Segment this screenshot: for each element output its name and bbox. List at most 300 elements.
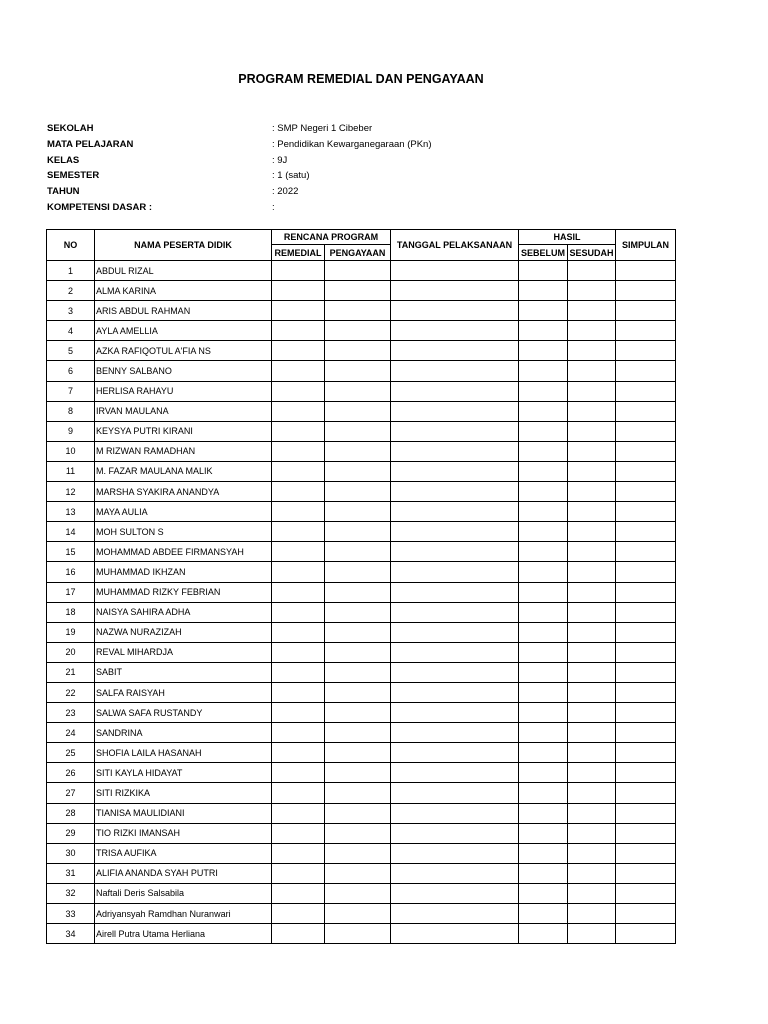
- cell-tanggal-pelaksanaan: [391, 743, 519, 763]
- info-value: : 2022: [272, 186, 299, 198]
- cell-pengayaan: [325, 542, 391, 562]
- table-row: [47, 301, 676, 321]
- table-row: [47, 602, 676, 622]
- header-simpulan: SIMPULAN: [616, 230, 676, 261]
- cell-remedial: [272, 703, 325, 723]
- cell-pengayaan: [325, 642, 391, 662]
- cell-sesudah: [568, 763, 616, 783]
- cell-simpulan: [616, 562, 676, 582]
- cell-sesudah: [568, 361, 616, 381]
- table-row: [47, 763, 676, 783]
- cell-sebelum: [519, 441, 568, 461]
- cell-remedial: [272, 421, 325, 441]
- cell-sebelum: [519, 401, 568, 421]
- cell-remedial: [272, 301, 325, 321]
- cell-remedial: [272, 381, 325, 401]
- cell-simpulan: [616, 743, 676, 763]
- cell-sebelum: [519, 301, 568, 321]
- cell-pengayaan: [325, 261, 391, 281]
- row-number: 19: [47, 622, 95, 642]
- cell-sebelum: [519, 823, 568, 843]
- table-row: [47, 723, 676, 743]
- info-row-kompetensi-dasar: [47, 200, 687, 216]
- cell-simpulan: [616, 843, 676, 863]
- student-name: Adriyansyah Ramdhan Nuranwari: [95, 904, 272, 924]
- table-row: [47, 522, 676, 542]
- cell-pengayaan: [325, 281, 391, 301]
- cell-tanggal-pelaksanaan: [391, 502, 519, 522]
- info-value: : Pendidikan Kewarganegaraan (PKn): [272, 138, 432, 150]
- student-name: ABDUL RIZAL: [95, 261, 272, 281]
- cell-sebelum: [519, 843, 568, 863]
- table-row: [47, 703, 676, 723]
- info-label: MATA PELAJARAN: [47, 138, 134, 150]
- row-number: 27: [47, 783, 95, 803]
- cell-tanggal-pelaksanaan: [391, 723, 519, 743]
- row-number: 5: [47, 341, 95, 361]
- cell-sebelum: [519, 662, 568, 682]
- cell-tanggal-pelaksanaan: [391, 763, 519, 783]
- table-row: [47, 321, 676, 341]
- cell-pengayaan: [325, 904, 391, 924]
- student-name: M. FAZAR MAULANA MALIK: [95, 461, 272, 481]
- student-name: AZKA RAFIQOTUL A'FIA NS: [95, 341, 272, 361]
- row-number: 4: [47, 321, 95, 341]
- cell-pengayaan: [325, 883, 391, 903]
- student-name: SITI KAYLA HIDAYAT: [95, 763, 272, 783]
- cell-pengayaan: [325, 763, 391, 783]
- cell-simpulan: [616, 803, 676, 823]
- student-name: BENNY SALBANO: [95, 361, 272, 381]
- table-row: [47, 502, 676, 522]
- cell-sesudah: [568, 461, 616, 481]
- cell-sesudah: [568, 602, 616, 622]
- cell-sesudah: [568, 924, 616, 944]
- row-number: 33: [47, 904, 95, 924]
- cell-tanggal-pelaksanaan: [391, 642, 519, 662]
- cell-tanggal-pelaksanaan: [391, 381, 519, 401]
- cell-tanggal-pelaksanaan: [391, 904, 519, 924]
- cell-sebelum: [519, 522, 568, 542]
- cell-simpulan: [616, 924, 676, 944]
- cell-sebelum: [519, 783, 568, 803]
- cell-sesudah: [568, 341, 616, 361]
- cell-sebelum: [519, 703, 568, 723]
- cell-pengayaan: [325, 863, 391, 883]
- cell-simpulan: [616, 542, 676, 562]
- document-info: [47, 121, 687, 216]
- cell-remedial: [272, 281, 325, 301]
- cell-sebelum: [519, 924, 568, 944]
- table-row: [47, 783, 676, 803]
- cell-remedial: [272, 723, 325, 743]
- table-row: [47, 904, 676, 924]
- info-row-sekolah: [47, 121, 687, 137]
- row-number: 1: [47, 261, 95, 281]
- cell-remedial: [272, 783, 325, 803]
- student-rows: [47, 261, 676, 944]
- student-name: SALFA RAISYAH: [95, 682, 272, 702]
- cell-remedial: [272, 522, 325, 542]
- student-name: AYLA AMELLIA: [95, 321, 272, 341]
- cell-sesudah: [568, 723, 616, 743]
- table-row: [47, 562, 676, 582]
- student-name: TIO RIZKI IMANSAH: [95, 823, 272, 843]
- student-name: SALWA SAFA RUSTANDY: [95, 703, 272, 723]
- row-number: 23: [47, 703, 95, 723]
- cell-sesudah: [568, 281, 616, 301]
- row-number: 2: [47, 281, 95, 301]
- cell-remedial: [272, 261, 325, 281]
- cell-pengayaan: [325, 461, 391, 481]
- cell-simpulan: [616, 763, 676, 783]
- cell-tanggal-pelaksanaan: [391, 783, 519, 803]
- cell-pengayaan: [325, 723, 391, 743]
- row-number: 12: [47, 482, 95, 502]
- row-number: 3: [47, 301, 95, 321]
- table-row: [47, 662, 676, 682]
- header-no: NO: [47, 230, 95, 261]
- cell-sebelum: [519, 461, 568, 481]
- cell-tanggal-pelaksanaan: [391, 361, 519, 381]
- cell-remedial: [272, 401, 325, 421]
- cell-remedial: [272, 582, 325, 602]
- cell-pengayaan: [325, 823, 391, 843]
- cell-tanggal-pelaksanaan: [391, 924, 519, 944]
- row-number: 6: [47, 361, 95, 381]
- cell-remedial: [272, 321, 325, 341]
- cell-sebelum: [519, 642, 568, 662]
- cell-simpulan: [616, 863, 676, 883]
- student-name: TRISA AUFIKA: [95, 843, 272, 863]
- document-title: PROGRAM REMEDIAL DAN PENGAYAAN: [238, 72, 484, 86]
- cell-sesudah: [568, 642, 616, 662]
- cell-simpulan: [616, 823, 676, 843]
- cell-tanggal-pelaksanaan: [391, 482, 519, 502]
- cell-pengayaan: [325, 381, 391, 401]
- cell-simpulan: [616, 381, 676, 401]
- row-number: 18: [47, 602, 95, 622]
- remedial-table: [46, 229, 676, 944]
- cell-pengayaan: [325, 482, 391, 502]
- student-name: SANDRINA: [95, 723, 272, 743]
- header-sebelum: SEBELUM: [519, 245, 568, 261]
- cell-simpulan: [616, 361, 676, 381]
- cell-tanggal-pelaksanaan: [391, 341, 519, 361]
- cell-tanggal-pelaksanaan: [391, 582, 519, 602]
- cell-tanggal-pelaksanaan: [391, 401, 519, 421]
- cell-sesudah: [568, 421, 616, 441]
- cell-simpulan: [616, 341, 676, 361]
- table-row: [47, 823, 676, 843]
- cell-sebelum: [519, 281, 568, 301]
- cell-pengayaan: [325, 803, 391, 823]
- student-name: MUHAMMAD IKHZAN: [95, 562, 272, 582]
- student-name: MUHAMMAD RIZKY FEBRIAN: [95, 582, 272, 602]
- row-number: 31: [47, 863, 95, 883]
- cell-remedial: [272, 803, 325, 823]
- cell-sebelum: [519, 381, 568, 401]
- cell-simpulan: [616, 281, 676, 301]
- cell-pengayaan: [325, 301, 391, 321]
- cell-tanggal-pelaksanaan: [391, 843, 519, 863]
- info-label: SEMESTER: [47, 170, 100, 182]
- cell-sesudah: [568, 441, 616, 461]
- row-number: 15: [47, 542, 95, 562]
- table-row: [47, 341, 676, 361]
- cell-tanggal-pelaksanaan: [391, 602, 519, 622]
- info-label: SEKOLAH: [47, 123, 94, 134]
- info-value: : 1 (satu): [272, 170, 310, 182]
- cell-pengayaan: [325, 682, 391, 702]
- cell-tanggal-pelaksanaan: [391, 542, 519, 562]
- cell-pengayaan: [325, 441, 391, 461]
- row-number: 30: [47, 843, 95, 863]
- cell-tanggal-pelaksanaan: [391, 823, 519, 843]
- cell-sesudah: [568, 502, 616, 522]
- cell-sesudah: [568, 743, 616, 763]
- cell-remedial: [272, 361, 325, 381]
- cell-sebelum: [519, 622, 568, 642]
- cell-remedial: [272, 682, 325, 702]
- cell-sebelum: [519, 542, 568, 562]
- student-name: MARSHA SYAKIRA ANANDYA: [95, 482, 272, 502]
- cell-sesudah: [568, 662, 616, 682]
- header-tanggal-pelaksanaan: TANGGAL PELAKSANAAN: [391, 230, 519, 261]
- cell-pengayaan: [325, 522, 391, 542]
- student-name: TIANISA MAULIDIANI: [95, 803, 272, 823]
- cell-pengayaan: [325, 662, 391, 682]
- cell-simpulan: [616, 482, 676, 502]
- info-label: KOMPETENSI DASAR :: [47, 201, 153, 213]
- table-row: [47, 803, 676, 823]
- cell-simpulan: [616, 502, 676, 522]
- row-number: 13: [47, 502, 95, 522]
- table-row: [47, 261, 676, 281]
- row-number: 34: [47, 924, 95, 944]
- row-number: 10: [47, 441, 95, 461]
- cell-sebelum: [519, 883, 568, 903]
- cell-remedial: [272, 843, 325, 863]
- cell-simpulan: [616, 261, 676, 281]
- cell-sesudah: [568, 261, 616, 281]
- cell-remedial: [272, 502, 325, 522]
- cell-pengayaan: [325, 843, 391, 863]
- table-row: [47, 461, 676, 481]
- student-name: SITI RIZKIKA: [95, 783, 272, 803]
- cell-sesudah: [568, 582, 616, 602]
- cell-remedial: [272, 461, 325, 481]
- table-row: [47, 441, 676, 461]
- cell-tanggal-pelaksanaan: [391, 301, 519, 321]
- cell-simpulan: [616, 461, 676, 481]
- cell-sesudah: [568, 703, 616, 723]
- cell-remedial: [272, 924, 325, 944]
- cell-tanggal-pelaksanaan: [391, 703, 519, 723]
- cell-simpulan: [616, 682, 676, 702]
- cell-remedial: [272, 904, 325, 924]
- student-name: ALMA KARINA: [95, 281, 272, 301]
- cell-pengayaan: [325, 361, 391, 381]
- student-name: M RIZWAN RAMADHAN: [95, 441, 272, 461]
- table-row: [47, 542, 676, 562]
- cell-tanggal-pelaksanaan: [391, 863, 519, 883]
- cell-sebelum: [519, 904, 568, 924]
- header-remedial: REMEDIAL: [272, 245, 325, 261]
- header-hasil: HASIL: [519, 230, 616, 245]
- cell-sesudah: [568, 522, 616, 542]
- cell-sebelum: [519, 261, 568, 281]
- table-row: [47, 401, 676, 421]
- cell-sesudah: [568, 562, 616, 582]
- cell-sebelum: [519, 361, 568, 381]
- cell-remedial: [272, 441, 325, 461]
- row-number: 7: [47, 381, 95, 401]
- row-number: 28: [47, 803, 95, 823]
- cell-tanggal-pelaksanaan: [391, 281, 519, 301]
- cell-simpulan: [616, 301, 676, 321]
- cell-remedial: [272, 823, 325, 843]
- student-name: KEYSYA PUTRI KIRANI: [95, 421, 272, 441]
- row-number: 16: [47, 562, 95, 582]
- table-row: [47, 582, 676, 602]
- row-number: 26: [47, 763, 95, 783]
- table-row: [47, 421, 676, 441]
- info-label: KELAS: [47, 154, 80, 166]
- cell-sesudah: [568, 301, 616, 321]
- student-name: MOH SULTON S: [95, 522, 272, 542]
- cell-tanggal-pelaksanaan: [391, 522, 519, 542]
- cell-pengayaan: [325, 783, 391, 803]
- row-number: 32: [47, 883, 95, 903]
- row-number: 25: [47, 743, 95, 763]
- cell-sesudah: [568, 883, 616, 903]
- cell-sebelum: [519, 763, 568, 783]
- row-number: 20: [47, 642, 95, 662]
- cell-remedial: [272, 602, 325, 622]
- cell-sebelum: [519, 682, 568, 702]
- cell-remedial: [272, 763, 325, 783]
- info-row-kelas: [47, 153, 687, 169]
- table-row: [47, 381, 676, 401]
- cell-simpulan: [616, 421, 676, 441]
- cell-sebelum: [519, 743, 568, 763]
- table-row: [47, 924, 676, 944]
- header-nama-peserta-didik: NAMA PESERTA DIDIK: [95, 230, 272, 261]
- cell-sesudah: [568, 783, 616, 803]
- cell-sesudah: [568, 482, 616, 502]
- cell-simpulan: [616, 622, 676, 642]
- cell-pengayaan: [325, 582, 391, 602]
- cell-simpulan: [616, 522, 676, 542]
- student-name: HERLISA RAHAYU: [95, 381, 272, 401]
- table-row: [47, 642, 676, 662]
- student-name: IRVAN MAULANA: [95, 401, 272, 421]
- cell-simpulan: [616, 642, 676, 662]
- student-name: Naftali Deris Salsabila: [95, 883, 272, 903]
- cell-tanggal-pelaksanaan: [391, 682, 519, 702]
- cell-sesudah: [568, 682, 616, 702]
- cell-remedial: [272, 662, 325, 682]
- info-value: : SMP Negeri 1 Cibeber: [272, 123, 373, 134]
- cell-sebelum: [519, 482, 568, 502]
- cell-sesudah: [568, 863, 616, 883]
- cell-pengayaan: [325, 321, 391, 341]
- cell-tanggal-pelaksanaan: [391, 662, 519, 682]
- cell-remedial: [272, 562, 325, 582]
- cell-pengayaan: [325, 401, 391, 421]
- table-row: [47, 482, 676, 502]
- cell-tanggal-pelaksanaan: [391, 803, 519, 823]
- cell-sebelum: [519, 502, 568, 522]
- student-name: MOHAMMAD ABDEE FIRMANSYAH: [95, 542, 272, 562]
- student-name: NAZWA NURAZIZAH: [95, 622, 272, 642]
- cell-pengayaan: [325, 703, 391, 723]
- info-row-tahun: [47, 184, 687, 200]
- cell-sebelum: [519, 723, 568, 743]
- row-number: 22: [47, 682, 95, 702]
- table-row: [47, 743, 676, 763]
- row-number: 8: [47, 401, 95, 421]
- cell-remedial: [272, 642, 325, 662]
- row-number: 29: [47, 823, 95, 843]
- info-label: TAHUN: [47, 186, 80, 198]
- student-name: SABIT: [95, 662, 272, 682]
- cell-sebelum: [519, 421, 568, 441]
- info-value: : 9J: [272, 154, 288, 166]
- cell-sesudah: [568, 401, 616, 421]
- cell-sebelum: [519, 803, 568, 823]
- table-row: [47, 883, 676, 903]
- cell-pengayaan: [325, 502, 391, 522]
- table-row: [47, 622, 676, 642]
- header-rencana-program: RENCANA PROGRAM: [272, 230, 391, 245]
- cell-pengayaan: [325, 602, 391, 622]
- student-name: REVAL MIHARDJA: [95, 642, 272, 662]
- cell-sebelum: [519, 863, 568, 883]
- cell-pengayaan: [325, 743, 391, 763]
- cell-simpulan: [616, 401, 676, 421]
- cell-sebelum: [519, 321, 568, 341]
- cell-remedial: [272, 883, 325, 903]
- cell-sebelum: [519, 602, 568, 622]
- cell-remedial: [272, 482, 325, 502]
- row-number: 14: [47, 522, 95, 542]
- cell-remedial: [272, 542, 325, 562]
- student-name: ARIS ABDUL RAHMAN: [95, 301, 272, 321]
- info-value: :: [272, 201, 275, 213]
- row-number: 21: [47, 662, 95, 682]
- cell-sesudah: [568, 381, 616, 401]
- cell-simpulan: [616, 582, 676, 602]
- cell-tanggal-pelaksanaan: [391, 622, 519, 642]
- cell-pengayaan: [325, 341, 391, 361]
- cell-tanggal-pelaksanaan: [391, 461, 519, 481]
- table-row: [47, 361, 676, 381]
- cell-tanggal-pelaksanaan: [391, 261, 519, 281]
- row-number: 17: [47, 582, 95, 602]
- cell-sesudah: [568, 542, 616, 562]
- cell-sesudah: [568, 904, 616, 924]
- cell-sesudah: [568, 823, 616, 843]
- student-name: ALIFIA ANANDA SYAH PUTRI: [95, 863, 272, 883]
- cell-pengayaan: [325, 562, 391, 582]
- cell-sesudah: [568, 622, 616, 642]
- cell-simpulan: [616, 703, 676, 723]
- student-name: MAYA AULIA: [95, 502, 272, 522]
- student-name: Airell Putra Utama Herliana: [95, 924, 272, 944]
- cell-tanggal-pelaksanaan: [391, 321, 519, 341]
